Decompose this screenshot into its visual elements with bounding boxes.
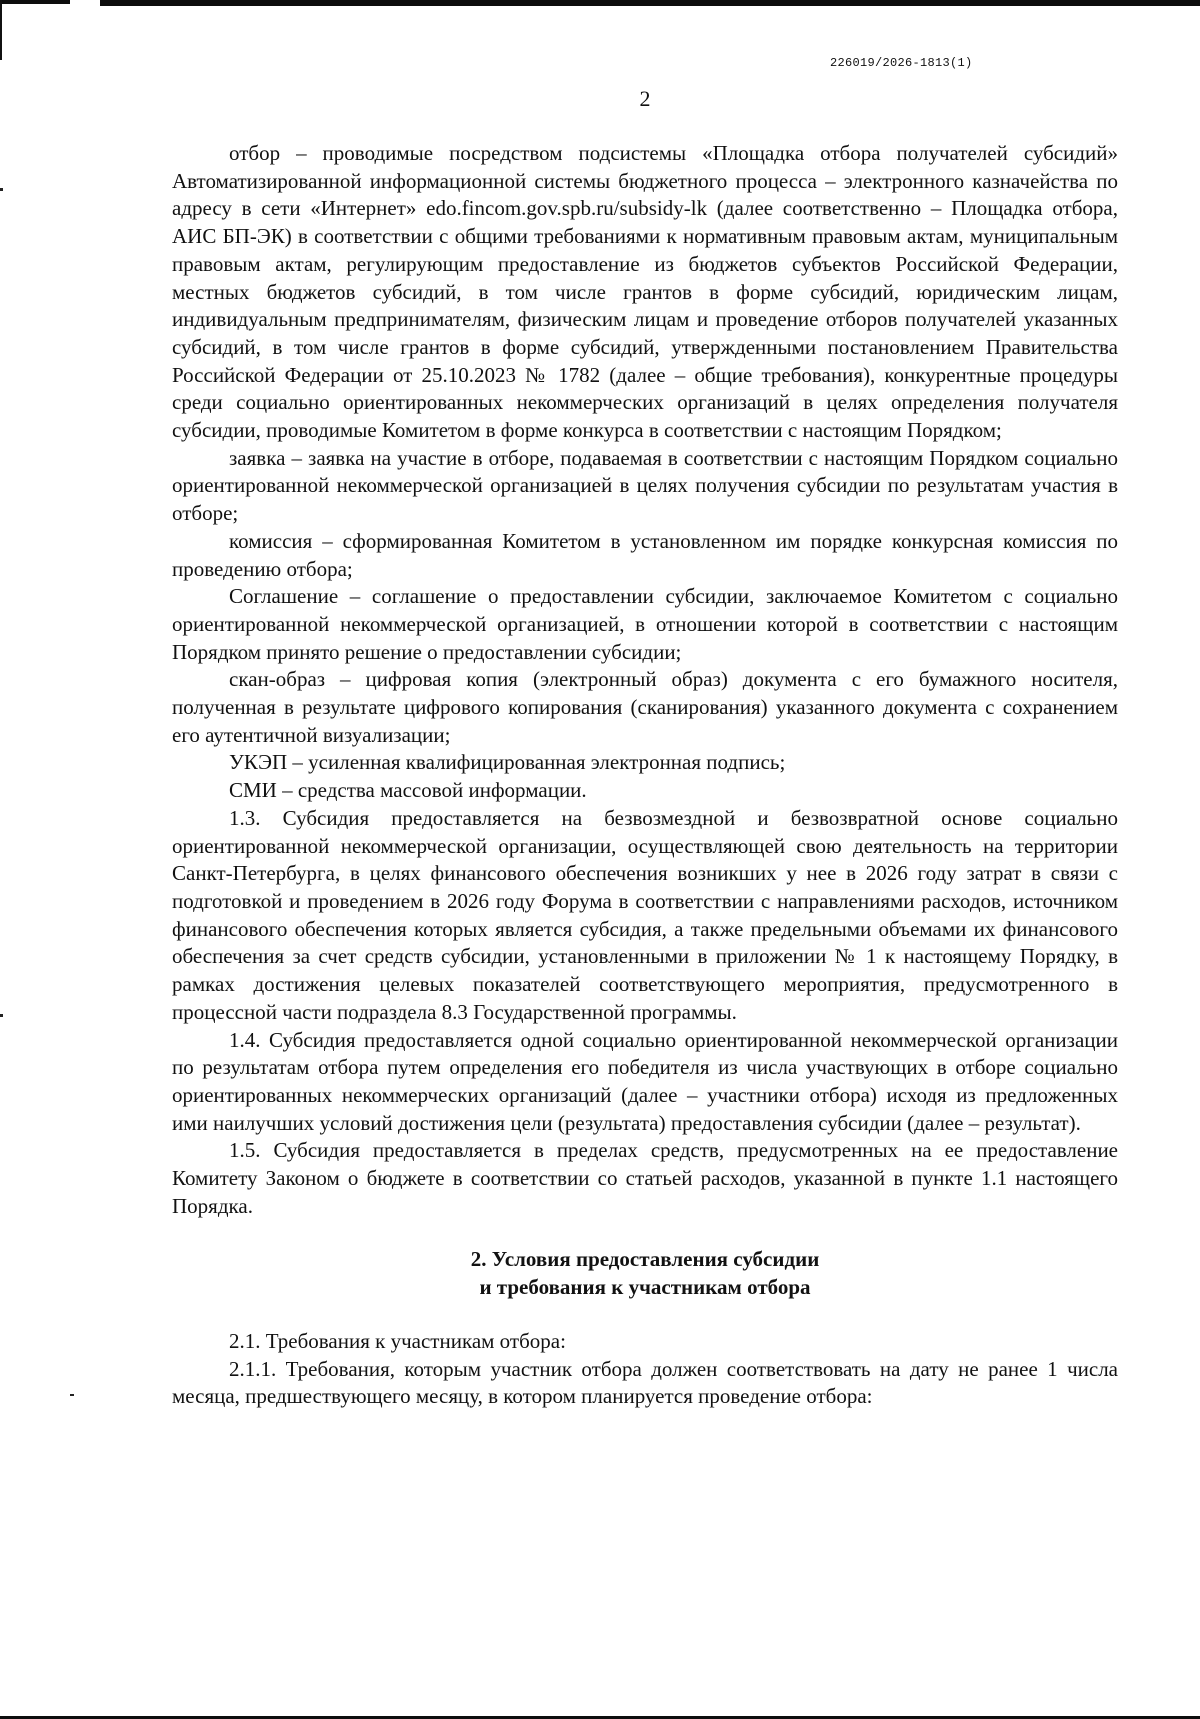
scan-border-left — [0, 0, 2, 60]
scan-artifact — [0, 1014, 3, 1017]
clause-2-1-1: 2.1.1. Требования, которым участник отбора должен соответствовать на дату не ранее 1 числа месяца, предшествующего месяцу, в котором планируется проведение отбора: — [172, 1356, 1118, 1409]
clause-1-4: 1.4. Субсидия предоставляется одной социально ориентированной некоммерческой организации по результатам отбора путем определения его победителя из числа участвующих в отборе социально ориентированных некоммерческих организаций (далее – участники отбора) исходя из предложенных ими наилучших условий достижения цели (результата) предоставления субсидии (далее – результат). — [172, 1027, 1118, 1135]
clause-1-5: 1.5. Субсидия предоставляется в пределах средств, предусмотренных на ее предоставление Комитету Законом о бюджете в соответствии со статьей расходов, указанной в пункте 1.1 настоящего Порядка. — [172, 1138, 1118, 1218]
scan-artifact — [0, 188, 3, 191]
definition-ukep: УКЭП – усиленная квалифицированная электронная подпись; — [229, 750, 786, 775]
scan-border-top-left — [0, 0, 70, 4]
definition-zayavka: заявка – заявка на участие в отборе, подаваемая в соответствии с настоящим Порядком социально ориентированной некоммерческой организацией в целях получения субсидии по результатам участия в отборе; — [172, 445, 1118, 526]
section-heading-line-2: и требования к участникам отбора — [479, 1275, 811, 1300]
page-number: 2 — [639, 86, 651, 111]
section-heading — [172, 1246, 1118, 1301]
scan-border-top — [100, 0, 1200, 6]
clause-2-1: 2.1. Требования к участникам отбора: — [229, 1328, 566, 1353]
definition-smi: СМИ – средства массовой информации. — [229, 778, 587, 803]
clause-1-3: 1.3. Субсидия предоставляется на безвозмездной и безвозвратной основе социально ориентированной некоммерческой организации, осуществляющей свою деятельность на территории Санкт-Петербурга, в целях финансового обеспечения возникших у нее в 2026 году затрат в связи с подготовкой и проведением в 2026 году Форума в соответствии с направлениями расходов, источником финансового обеспечения которых является субсидия, а также предельными объемами их финансового обеспечения за счет средств субсидии, установленными в приложении № 1 к настоящему Порядку, в рамках достижения целевых показателей соответствующего мероприятия, предусмотренного в процессной части подраздела 8.3 Государственной программы. — [172, 805, 1118, 1024]
definition-soglashenie: Соглашение – соглашение о предоставлении субсидии, заключаемое Комитетом с социально ориентированной некоммерческой организацией, в отношении которой в соответствии с настоящим Порядком принято решение о предоставлении субсидии; — [172, 584, 1118, 664]
document-body — [172, 140, 1118, 1411]
definition-komissiya: комиссия – сформированная Комитетом в установленном им порядке конкурсная комиссия по проведению отбора; — [172, 528, 1118, 581]
definition-otbor: отбор – проводимые посредством подсистемы «Площадка отбора получателей субсидий» Автоматизированной информационной системы бюджетного процесса – электронного казначейства по адресу в сети «Интернет» edo.fincom.gov.spb.ru/subsidy-lk (далее соответственно – Площадка отбора, АИС БП-ЭК) в соответствии с общими требованиями к нормативным правовым актам, муниципальным правовым актам, регулирующим предоставление из бюджетов субъектов Российской Федерации, местных бюджетов субсидий, в том числе грантов в форме субсидий, юридическим лицам, индивидуальным предпринимателям, физическим лицам и проведение отборов получателей указанных субсидий, в том числе грантов в форме субсидий, утвержденными постановлением Правительства Российской Федерации от 25.10.2023 № 1782 (далее – общие требования), конкурентные процедуры среди социально ориентированных некоммерческих организаций в целях определения получателя субсидии, проводимые Комитетом в форме конкурса в соответствии с настоящим Порядком; — [172, 141, 1118, 443]
document-registration-number: 226019/2026-1813(1) — [830, 56, 973, 70]
section-heading-line-1: 2. Условия предоставления субсидии — [470, 1247, 820, 1272]
scan-artifact — [70, 1394, 74, 1396]
definition-scan-obraz: скан-образ – цифровая копия (электронный образ) документа с его бумажного носителя, полученная в результате цифрового копирования (сканирования) указанного документа с сохранением его аутентичной визуализации; — [172, 667, 1118, 747]
